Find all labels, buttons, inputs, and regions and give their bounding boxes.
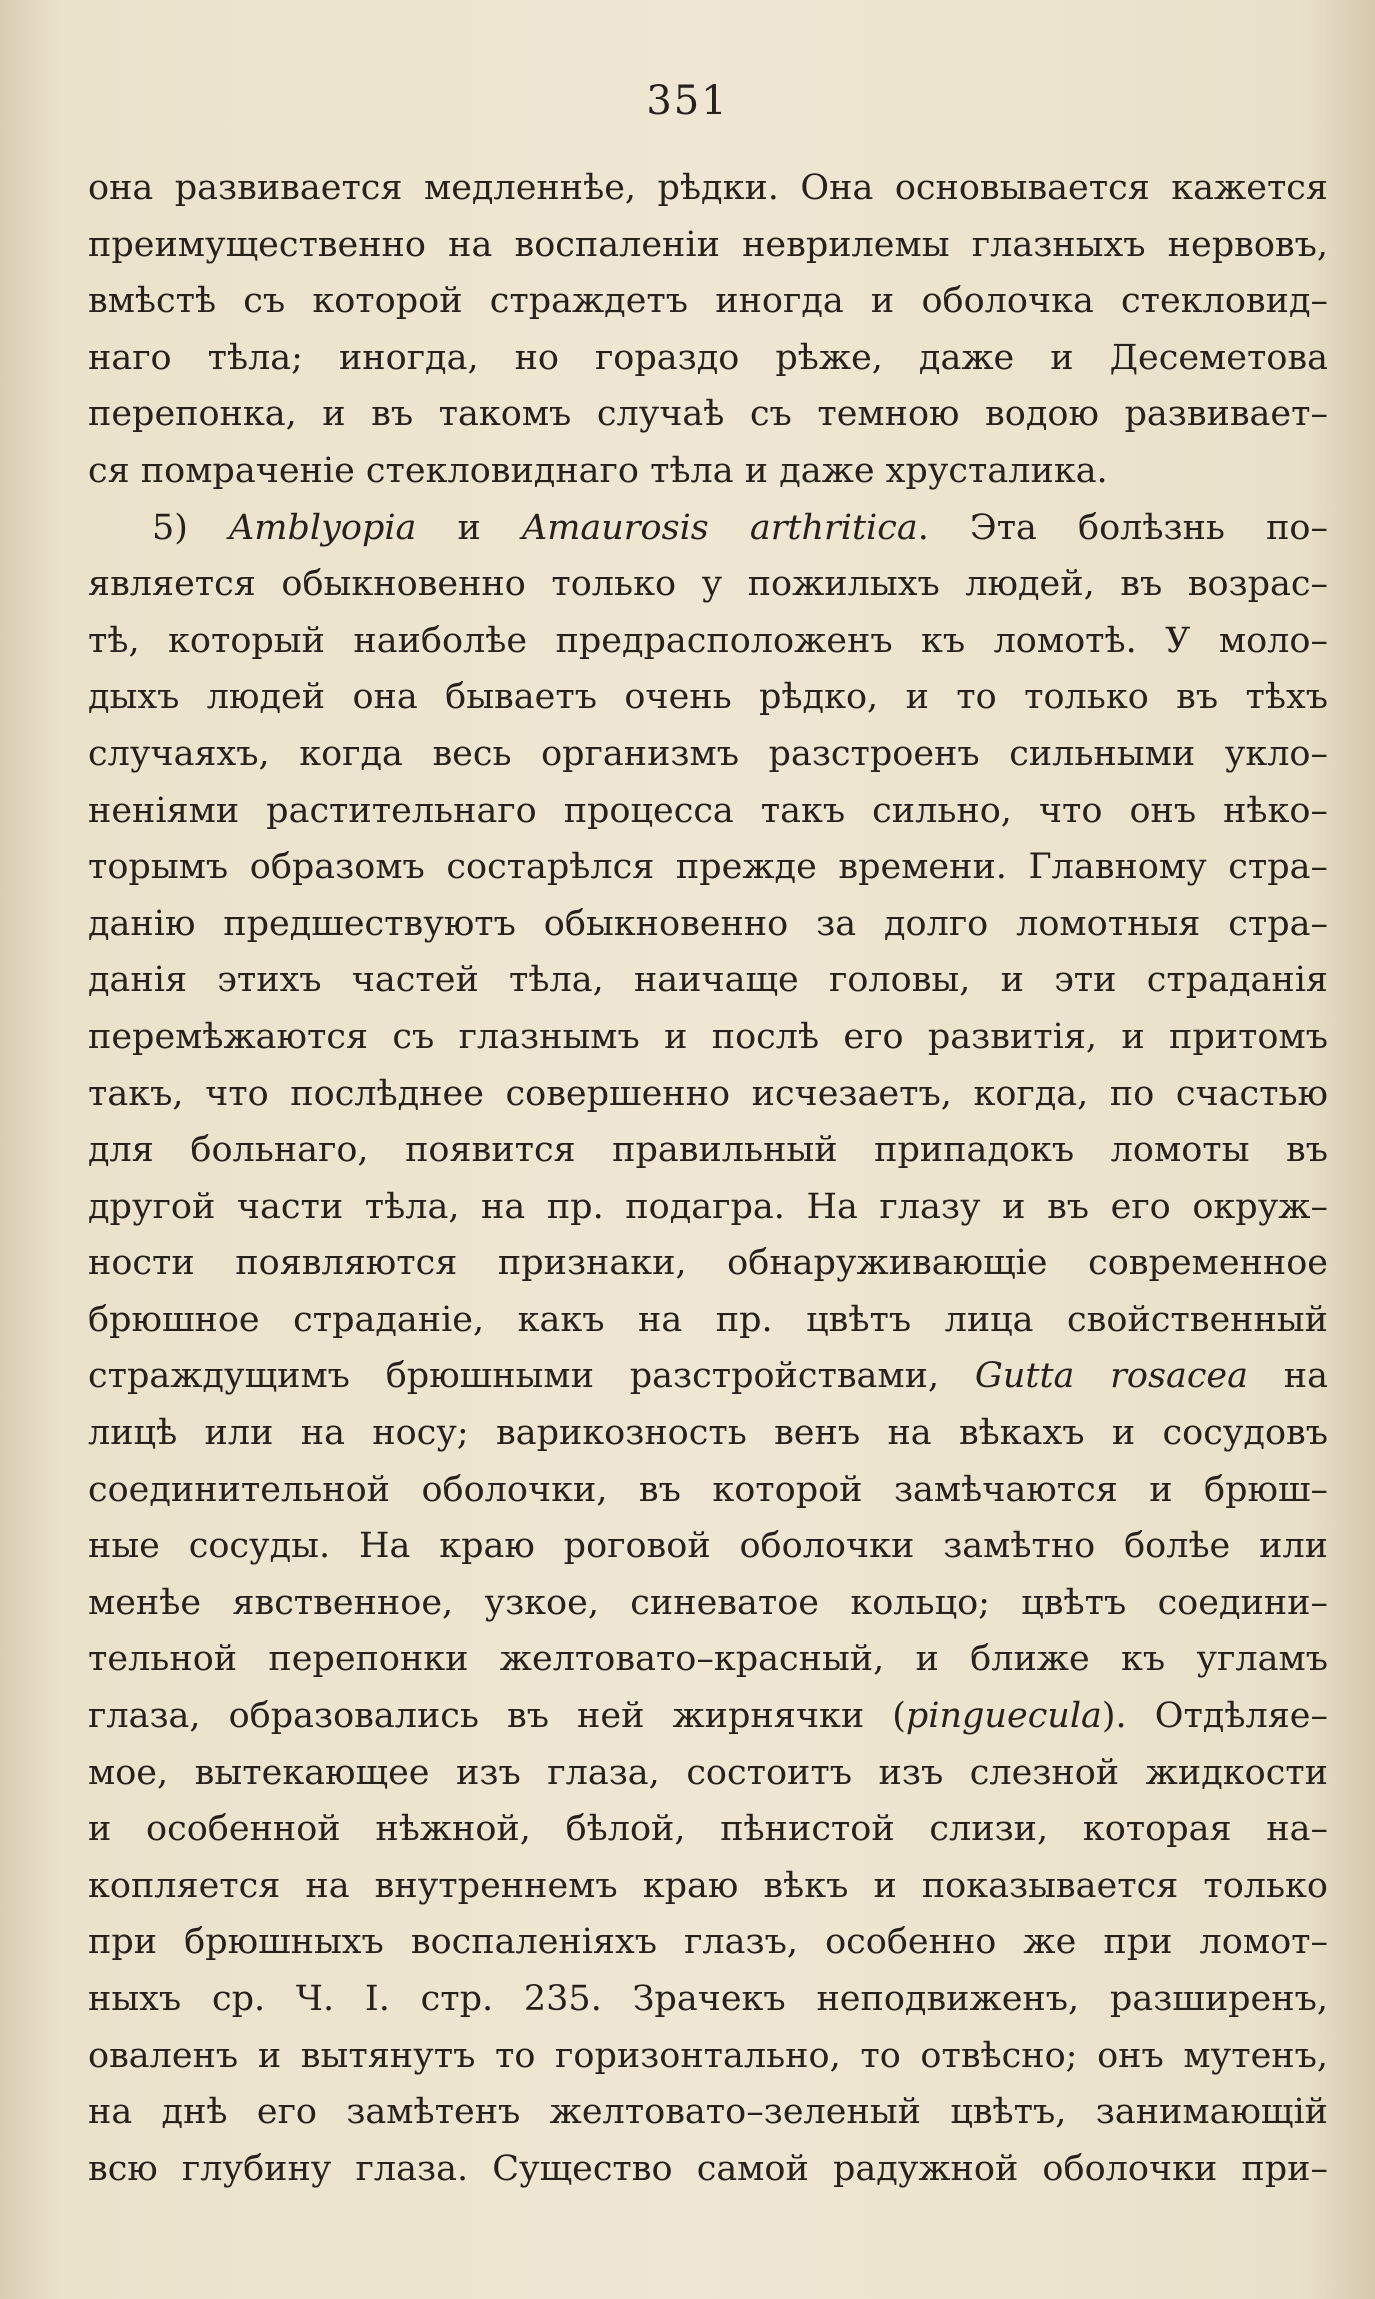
text-line: копляется на внутреннемъ краю вѣкъ и показывается только bbox=[88, 1865, 1328, 1906]
text-line: другой части тѣла, на пр. подагра. На глазу и въ его окруж– bbox=[88, 1186, 1328, 1227]
text-line: глаза, образовались въ ней жирнячки (pinguecula). Отдѣляе– bbox=[88, 1696, 1328, 1737]
text-line: торымъ образомъ состарѣлся прежде времени. Главному стра– bbox=[88, 847, 1328, 888]
text-line: вмѣстѣ съ которой страждетъ иногда и оболочка стекловид– bbox=[88, 281, 1328, 322]
text-line: менѣе явственное, узкое, синеватое кольцо; цвѣтъ соедини– bbox=[88, 1582, 1328, 1623]
text-line: 5) Amblyopia и Amaurosis arthritica. Эта болѣзнь по– bbox=[152, 507, 1328, 548]
text-line: и особенной нѣжной, бѣлой, пѣнистой слизи, которая на– bbox=[88, 1809, 1328, 1850]
text-line: тѣ, который наиболѣе предрасположенъ къ ломотѣ. У моло– bbox=[88, 620, 1328, 661]
text-line: соединительной оболочки, въ которой замѣчаются и брюш– bbox=[88, 1469, 1328, 1510]
text-line: всю глубину глаза. Существо самой радужной оболочки при– bbox=[88, 2148, 1328, 2189]
text-line: преимущественно на воспаленіи неврилемы глазныхъ нервовъ, bbox=[88, 224, 1328, 265]
text-line: перепонка, и въ такомъ случаѣ съ темною водою развивает– bbox=[88, 394, 1328, 435]
text-line: оваленъ и вытянутъ то горизонтально, то отвѣсно; онъ мутенъ, bbox=[88, 2035, 1328, 2076]
text-line: ности появляются признаки, обнаруживающіе современное bbox=[88, 1243, 1328, 1284]
text-line: страждущимъ брюшными разстройствами, Gutta rosacea на bbox=[88, 1356, 1328, 1397]
text-line: ные сосуды. На краю роговой оболочки замѣтно болѣе или bbox=[88, 1526, 1328, 1567]
text-line: является обыкновенно только у пожилыхъ людей, въ возрас– bbox=[88, 564, 1328, 605]
text-line: она развивается медленнѣе, рѣдки. Она основывается кажется bbox=[88, 168, 1328, 208]
page-number: 351 bbox=[646, 78, 729, 124]
text-line: лицѣ или на носу; варикозность венъ на вѣкахъ и сосудовъ bbox=[88, 1413, 1328, 1454]
text-line: для больнаго, появится правильный припадокъ ломоты въ bbox=[88, 1130, 1328, 1171]
text-line: дыхъ людей она бываетъ очень рѣдко, и то только въ тѣхъ bbox=[88, 677, 1328, 718]
text-line: данія этихъ частей тѣла, наичаще головы, и эти страданія bbox=[88, 960, 1328, 1001]
text-line: при брюшныхъ воспаленіяхъ глазъ, особенно же при ломот– bbox=[88, 1922, 1328, 1963]
text-line: неніями растительнаго процесса такъ сильно, что онъ нѣко– bbox=[88, 790, 1328, 831]
text-line: наго тѣла; иногда, но гораздо рѣже, даже и Десеметова bbox=[88, 337, 1328, 378]
text-line: случаяхъ, когда весь организмъ разстроенъ сильными укло– bbox=[88, 733, 1328, 774]
text-line: мое, вытекающее изъ глаза, состоитъ изъ слезной жидкости bbox=[88, 1752, 1328, 1793]
text-line: брюшное страданіе, какъ на пр. цвѣтъ лица свойственный bbox=[88, 1299, 1328, 1340]
body-text bbox=[88, 160, 1328, 2197]
text-line: перемѣжаются съ глазнымъ и послѣ его развитія, и притомъ bbox=[88, 1016, 1328, 1057]
text-line: ся помраченіе стекловиднаго тѣла и даже хрусталика. bbox=[88, 450, 1108, 491]
text-line: на днѣ его замѣтенъ желтовато–зеленый цвѣтъ, занимающій bbox=[88, 2092, 1328, 2133]
text-line: данію предшествуютъ обыкновенно за долго ломотныя стра– bbox=[88, 903, 1328, 944]
text-line: тельной перепонки желтовато–красный, и ближе къ угламъ bbox=[88, 1639, 1328, 1680]
text-line: ныхъ ср. Ч. I. стр. 235. Зрачекъ неподвиженъ, разширенъ, bbox=[88, 1979, 1328, 2019]
text-line: такъ, что послѣднее совершенно исчезаетъ, когда, по счастью bbox=[88, 1073, 1328, 1114]
